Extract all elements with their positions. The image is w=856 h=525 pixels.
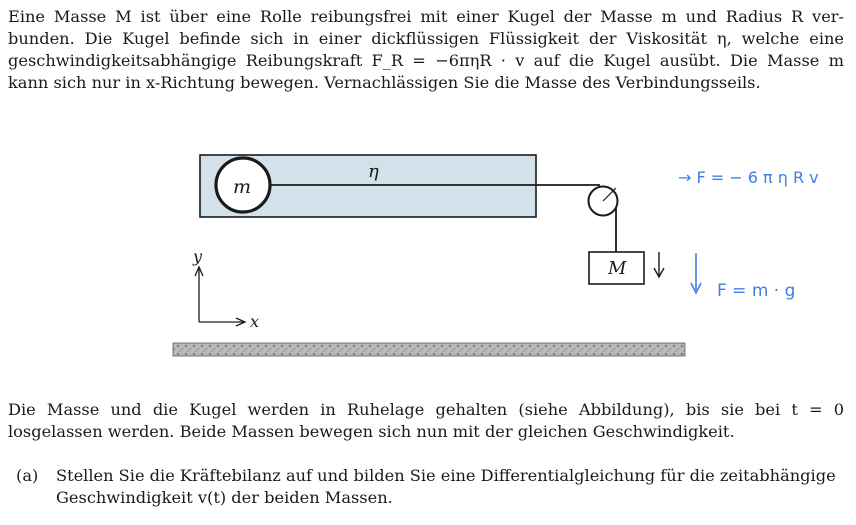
ground xyxy=(173,343,685,356)
fluid-viscosity-label: η xyxy=(368,161,379,182)
handwritten-gravity-note: F = m · g xyxy=(717,281,796,301)
intro-line: geschwindigkeitsabhängige Reibungskraft F_R = −6πηR · v auf die Kugel ausübt. Die Masse m xyxy=(8,51,844,70)
ball-mass-label: m xyxy=(233,176,252,198)
handwritten-friction-note: → F = − 6 π η R v xyxy=(678,168,819,187)
body-line: Die Masse und die Kugel werden in Ruhelage gehalten (siehe Abbildung), bis sie bei t = 0 xyxy=(8,400,844,419)
question-a-line: Geschwindigkeit v(t) der beiden Massen. xyxy=(56,488,393,507)
intro-line: Eine Masse M ist über eine Rolle reibungsfrei mit einer Kugel der Masse m und Radius R ver- xyxy=(8,7,844,26)
intro-line: bunden. Die Kugel befinde sich in einer dickflüssigen Flüssigkeit der Viskosität η, welche eine xyxy=(8,29,844,48)
intro-line: kann sich nur in x-Richtung bewegen. Vernachlässigen Sie die Masse des Verbindungsseils. xyxy=(8,73,761,92)
y-axis-label: y xyxy=(193,247,203,266)
x-axis-label: x xyxy=(250,312,260,331)
question-a-line: Stellen Sie die Kräftebilanz auf und bilden Sie eine Differentialgleichung für die zeitabhängige xyxy=(56,466,836,485)
body-line: losgelassen werden. Beide Massen bewegen sich nun mit der gleichen Geschwindigkeit. xyxy=(8,422,735,441)
question-a-text xyxy=(56,465,846,509)
question-a-label: (a) xyxy=(16,466,39,485)
block-mass-label: M xyxy=(608,258,627,279)
body-paragraph xyxy=(8,399,844,443)
